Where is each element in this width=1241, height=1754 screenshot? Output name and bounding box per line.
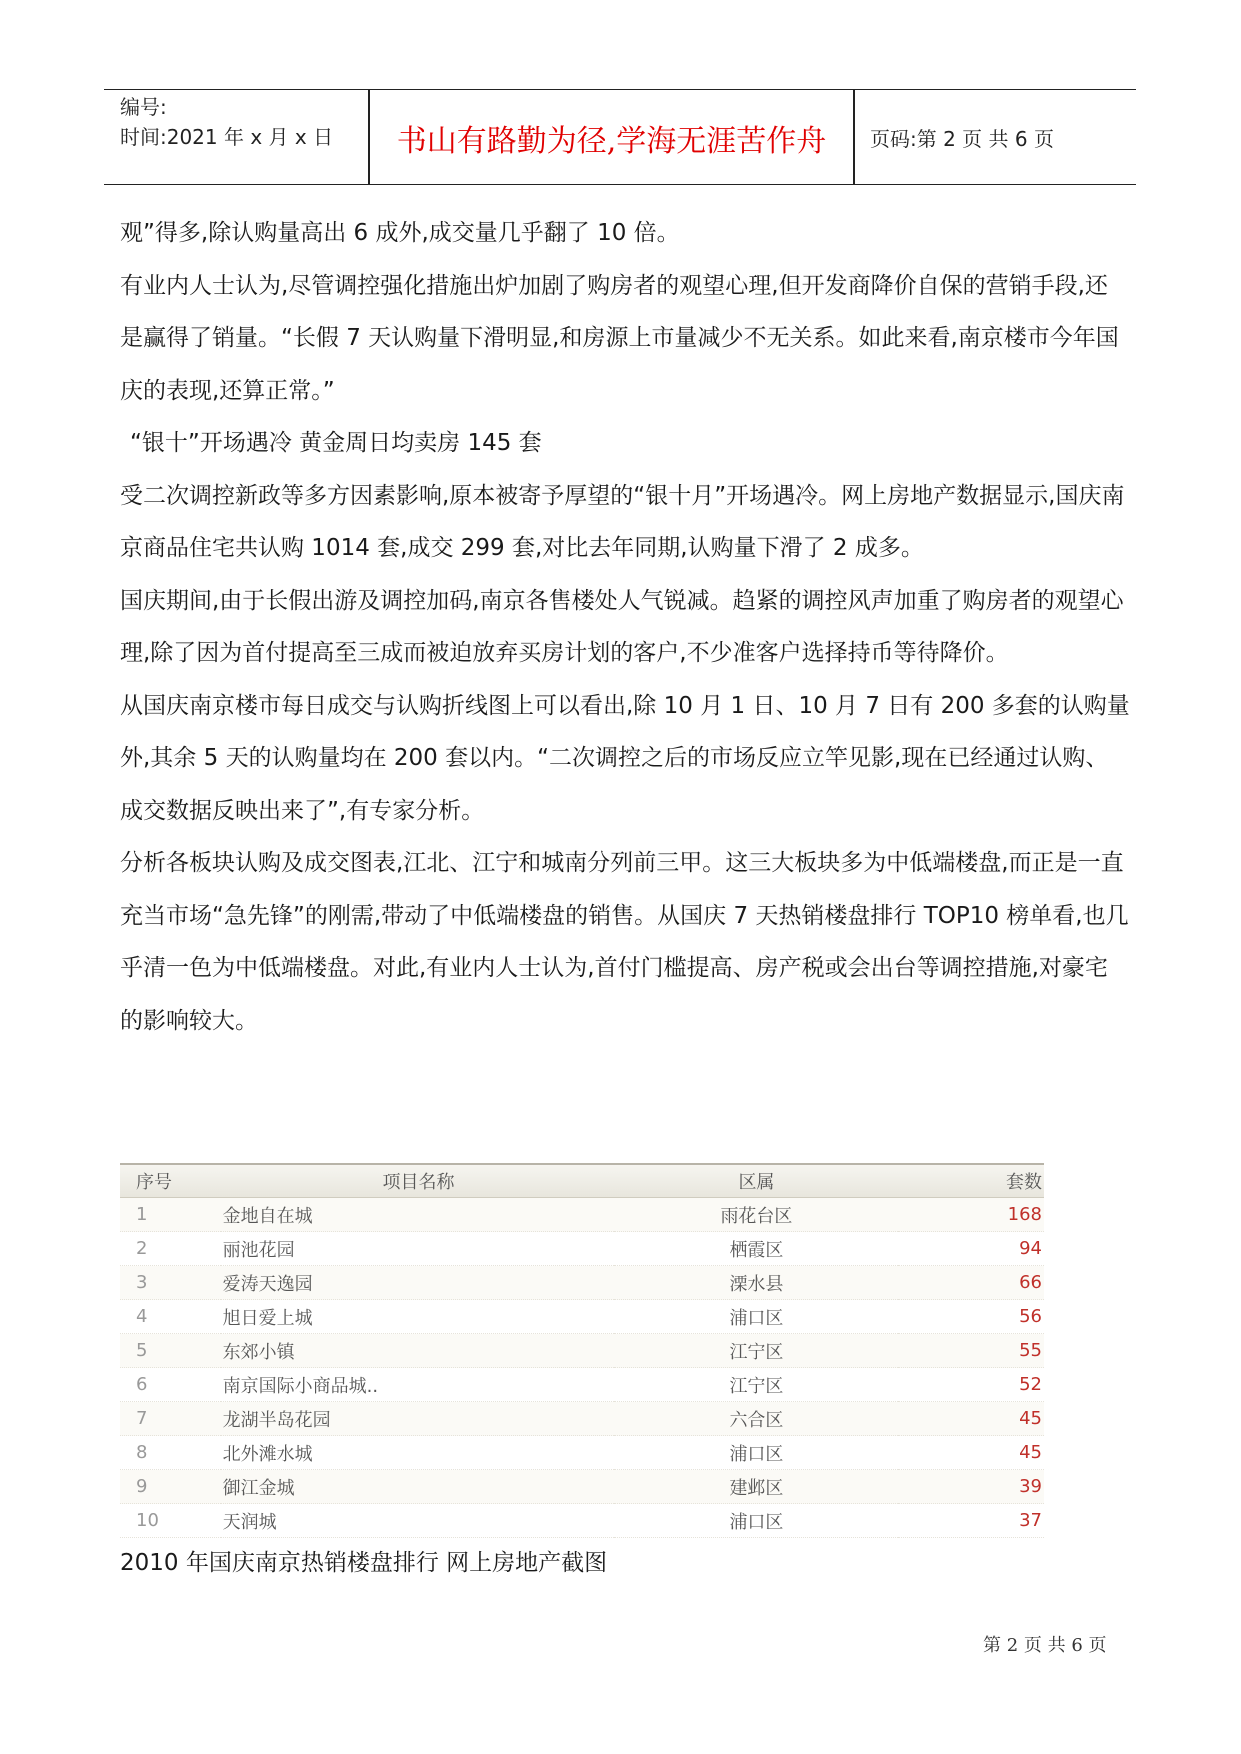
- cell-project: 东郊小镇: [221, 1334, 615, 1368]
- table-row: [120, 1504, 1044, 1538]
- cell-project: 丽池花园: [221, 1232, 615, 1266]
- ranking-table: [120, 1163, 1044, 1538]
- cell-index: 9: [120, 1470, 221, 1504]
- paragraph: 分析各板块认购及成交图表,江北、江宁和城南分列前三甲。这三大板块多为中低端楼盘,而正是一直充当市场“急先锋”的刚需,带动了中低端楼盘的销售。从国庆 7 天热销楼盘排行 TOP10 榜单看,也几乎清一色为中低端楼盘。对此,有业内人士认为,首付门槛提高、房产税或会出台等调控措施,对豪宅的影响较大。: [120, 850, 1129, 1034]
- paragraph: 有业内人士认为,尽管调控强化措施出炉加剧了购房者的观望心理,但开发商降价自保的营销手段,还是赢得了销量。“长假 7 天认购量下滑明显,和房源上市量减少不无关系。如此来看,南京楼市今年国庆的表现,还算正常。”: [120, 272, 1119, 404]
- header-meta: [120, 92, 333, 152]
- cell-units: 52: [898, 1368, 1044, 1402]
- cell-index: 4: [120, 1300, 221, 1334]
- column-header-district: 区属: [614, 1164, 898, 1198]
- cell-district: 雨花台区: [614, 1198, 898, 1232]
- article-body: [120, 207, 1130, 1047]
- cell-units: 37: [898, 1504, 1044, 1538]
- cell-district: 建邺区: [614, 1470, 898, 1504]
- table-row: [120, 1470, 1044, 1504]
- header-motto: 书山有路勤为径,学海无涯苦作舟: [396, 124, 827, 159]
- cell-project: 金地自在城: [221, 1198, 615, 1232]
- table-row: [120, 1334, 1044, 1368]
- table-row: [120, 1402, 1044, 1436]
- cell-index: 1: [120, 1198, 221, 1232]
- cell-project: 旭日爱上城: [221, 1300, 615, 1334]
- cell-index: 2: [120, 1232, 221, 1266]
- header-page-label: 页码:第 2 页 共 6 页: [870, 127, 1054, 151]
- section-heading: “银十”开场遇冷 黄金周日均卖房 145 套: [130, 430, 542, 456]
- cell-index: 5: [120, 1334, 221, 1368]
- cell-index: 10: [120, 1504, 221, 1538]
- table-row: [120, 1300, 1044, 1334]
- cell-district: 溧水县: [614, 1266, 898, 1300]
- page-header: [104, 89, 1136, 185]
- table-caption: 2010 年国庆南京热销楼盘排行 网上房地产截图: [120, 1550, 608, 1576]
- cell-units: 94: [898, 1232, 1044, 1266]
- column-header-index: 序号: [120, 1164, 221, 1198]
- table-header-row: [120, 1164, 1044, 1198]
- column-header-units: 套数: [898, 1164, 1044, 1198]
- cell-units: 168: [898, 1198, 1044, 1232]
- header-time-label: 时间:2021 年 x 月 x 日: [120, 125, 334, 149]
- cell-project: 爱涛天逸园: [221, 1266, 615, 1300]
- cell-index: 6: [120, 1368, 221, 1402]
- paragraph: 观”得多,除认购量高出 6 成外,成交量几乎翻了 10 倍。: [120, 220, 680, 246]
- cell-project: 御江金城: [221, 1470, 615, 1504]
- cell-units: 45: [898, 1402, 1044, 1436]
- cell-project: 南京国际小商品城..: [221, 1368, 615, 1402]
- header-number-label: 编号:: [120, 95, 167, 119]
- cell-project: 龙湖半岛花园: [221, 1402, 615, 1436]
- table-row: [120, 1436, 1044, 1470]
- cell-index: 7: [120, 1402, 221, 1436]
- page-footer: 第 2 页 共 6 页: [983, 1635, 1107, 1656]
- cell-index: 3: [120, 1266, 221, 1300]
- paragraph: 从国庆南京楼市每日成交与认购折线图上可以看出,除 10 月 1 日、10 月 7 日有 200 多套的认购量外,其余 5 天的认购量均在 200 套以内。“二次调控之后的市场反应立竿见影,现在已经通过认购、成交数据反映出来了”,有专家分析。: [120, 692, 1130, 824]
- cell-district: 江宁区: [614, 1368, 898, 1402]
- cell-project: 天润城: [221, 1504, 615, 1538]
- cell-district: 六合区: [614, 1402, 898, 1436]
- cell-project: 北外滩水城: [221, 1436, 615, 1470]
- table-row: [120, 1266, 1044, 1300]
- cell-index: 8: [120, 1436, 221, 1470]
- table-row: [120, 1232, 1044, 1266]
- cell-district: 浦口区: [614, 1504, 898, 1538]
- cell-units: 56: [898, 1300, 1044, 1334]
- cell-district: 江宁区: [614, 1334, 898, 1368]
- table-row: [120, 1198, 1044, 1232]
- paragraph: 受二次调控新政等多方因素影响,原本被寄予厚望的“银十月”开场遇冷。网上房地产数据显示,国庆南京商品住宅共认购 1014 套,成交 299 套,对比去年同期,认购量下滑了 2 成多。: [120, 482, 1125, 561]
- paragraph: 国庆期间,由于长假出游及调控加码,南京各售楼处人气锐减。趋紧的调控风声加重了购房者的观望心理,除了因为首付提高至三成而被迫放弃买房计划的客户,不少准客户选择持币等待降价。: [120, 587, 1124, 666]
- cell-district: 浦口区: [614, 1300, 898, 1334]
- cell-district: 栖霞区: [614, 1232, 898, 1266]
- column-header-project: 项目名称: [221, 1164, 615, 1198]
- header-divider: [853, 90, 855, 184]
- cell-units: 45: [898, 1436, 1044, 1470]
- table-row: [120, 1368, 1044, 1402]
- cell-units: 39: [898, 1470, 1044, 1504]
- cell-units: 55: [898, 1334, 1044, 1368]
- cell-units: 66: [898, 1266, 1044, 1300]
- cell-district: 浦口区: [614, 1436, 898, 1470]
